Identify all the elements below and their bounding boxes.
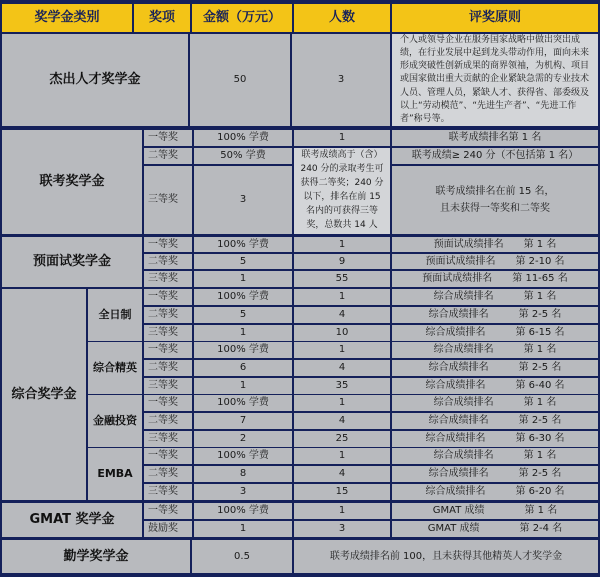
comprehensive-criteria: 综合成绩排名 第 2-5 名 (392, 413, 598, 429)
joint-exam-level: 一等奖 (144, 130, 192, 146)
comprehensive-criteria: 综合成绩排名 第 1 名 (392, 395, 598, 411)
diligence-criteria: 联考成绩排名前 100，且未获得其他精英人才奖学金 (294, 540, 598, 573)
pretest-category: 预面试奖学金 (2, 237, 142, 287)
comprehensive-subgroup: 综合精英 (88, 342, 142, 394)
comprehensive-category: 综合奖学金 (2, 289, 86, 500)
joint-exam-criteria: 联考成绩≥ 240 分（不包括第 1 名） (392, 148, 598, 164)
comprehensive-level: 二等奖 (144, 466, 192, 482)
comprehensive-count: 4 (294, 307, 390, 323)
joint-exam-level: 三等奖 (144, 166, 192, 234)
comprehensive-level: 三等奖 (144, 325, 192, 341)
outstanding-category: 杰出人才奖学金 (2, 34, 188, 126)
outstanding-criteria: 个人或领导企业在服务国家战略中做出突出成绩，在行业发展中起到龙头带动作用，面向未来形成突破性创新成果的商界领袖，为机构、项目或国家做出重大贡献的企业紧缺急需的专业技术人员、管理人员，紧缺人才、获得省、部委级及以上“劳动模范”、“先进生产者”、“先进工作者”称号等。 (392, 34, 598, 126)
pretest-criteria: 预面试成绩排名 第 11-65 名 (392, 271, 598, 287)
comprehensive-amount: 100% 学费 (194, 448, 292, 464)
gmat-criteria: GMAT 成绩 第 1 名 (392, 503, 598, 519)
comprehensive-count: 1 (294, 395, 390, 411)
comprehensive-subgroup: EMBA (88, 448, 142, 500)
joint-exam-criteria: 联考成绩排名第 1 名 (392, 130, 598, 146)
pretest-amount: 1 (194, 271, 292, 287)
comprehensive-amount: 5 (194, 307, 292, 323)
comprehensive-amount: 7 (194, 413, 292, 429)
comprehensive-count: 25 (294, 431, 390, 447)
comprehensive-criteria: 综合成绩排名 第 1 名 (392, 342, 598, 358)
comprehensive-count: 1 (294, 342, 390, 358)
comprehensive-amount: 2 (194, 431, 292, 447)
comprehensive-level: 一等奖 (144, 448, 192, 464)
comprehensive-level: 三等奖 (144, 484, 192, 500)
diligence-amount: 0.5 (192, 540, 292, 573)
pretest-level: 三等奖 (144, 271, 192, 287)
comprehensive-level: 三等奖 (144, 431, 192, 447)
comprehensive-amount: 100% 学费 (194, 342, 292, 358)
comprehensive-criteria: 综合成绩排名 第 6-40 名 (392, 378, 598, 394)
comprehensive-level: 二等奖 (144, 307, 192, 323)
comprehensive-criteria: 综合成绩排名 第 2-5 名 (392, 360, 598, 376)
pretest-count: 9 (294, 254, 390, 269)
comprehensive-count: 1 (294, 448, 390, 464)
gmat-count: 3 (294, 521, 390, 537)
comprehensive-amount: 3 (194, 484, 292, 500)
diligence-category: 勤学奖学金 (2, 540, 190, 573)
comprehensive-amount: 6 (194, 360, 292, 376)
joint-exam-amount: 100% 学费 (194, 130, 292, 146)
comprehensive-subgroup: 金融投资 (88, 395, 142, 447)
pretest-count: 55 (294, 271, 390, 287)
header-amount: 金额（万元） (192, 4, 292, 32)
comprehensive-amount: 100% 学费 (194, 395, 292, 411)
pretest-amount: 5 (194, 254, 292, 269)
header-award: 奖项 (134, 4, 190, 32)
comprehensive-level: 二等奖 (144, 413, 192, 429)
joint-exam-level: 二等奖 (144, 148, 192, 164)
joint-exam-note: 联考成绩高于（含） 240 分的录取考生可 获得二等奖；240 分 以下，排名在前 15 名内的可获得三等 奖，总数共 14 人 (294, 148, 390, 234)
gmat-category: GMAT 奖学金 (2, 503, 142, 537)
comprehensive-amount: 100% 学费 (194, 289, 292, 305)
gmat-level: 鼓励奖 (144, 521, 192, 537)
pretest-amount: 100% 学费 (194, 237, 292, 252)
comprehensive-level: 一等奖 (144, 395, 192, 411)
gmat-amount: 1 (194, 521, 292, 537)
pretest-count: 1 (294, 237, 390, 252)
comprehensive-count: 4 (294, 360, 390, 376)
gmat-count: 1 (294, 503, 390, 519)
gmat-amount: 100% 学费 (194, 503, 292, 519)
joint-exam-amount: 50% 学费 (194, 148, 292, 164)
comprehensive-level: 一等奖 (144, 289, 192, 305)
comprehensive-criteria: 综合成绩排名 第 1 名 (392, 448, 598, 464)
header-category: 奖学金类别 (2, 4, 132, 32)
comprehensive-amount: 8 (194, 466, 292, 482)
joint-exam-amount: 3 (194, 166, 292, 234)
comprehensive-level: 二等奖 (144, 360, 192, 376)
comprehensive-criteria: 综合成绩排名 第 6-20 名 (392, 484, 598, 500)
joint-exam-category: 联考奖学金 (2, 130, 142, 234)
pretest-criteria: 预面试成绩排名 第 2-10 名 (392, 254, 598, 269)
comprehensive-level: 三等奖 (144, 378, 192, 394)
pretest-level: 二等奖 (144, 254, 192, 269)
gmat-level: 一等奖 (144, 503, 192, 519)
comprehensive-amount: 1 (194, 325, 292, 341)
comprehensive-criteria: 综合成绩排名 第 6-15 名 (392, 325, 598, 341)
gmat-criteria: GMAT 成绩 第 2-4 名 (392, 521, 598, 537)
comprehensive-count: 35 (294, 378, 390, 394)
comprehensive-criteria: 综合成绩排名 第 2-5 名 (392, 466, 598, 482)
comprehensive-level: 一等奖 (144, 342, 192, 358)
comprehensive-count: 4 (294, 466, 390, 482)
comprehensive-count: 15 (294, 484, 390, 500)
pretest-criteria: 预面试成绩排名 第 1 名 (392, 237, 598, 252)
comprehensive-criteria: 综合成绩排名 第 6-30 名 (392, 431, 598, 447)
comprehensive-count: 10 (294, 325, 390, 341)
outstanding-amount: 50 (190, 34, 290, 126)
comprehensive-criteria: 综合成绩排名 第 2-5 名 (392, 307, 598, 323)
header-count: 人数 (294, 4, 390, 32)
pretest-level: 一等奖 (144, 237, 192, 252)
joint-exam-count: 1 (294, 130, 390, 146)
comprehensive-subgroup: 全日制 (88, 289, 142, 341)
comprehensive-count: 1 (294, 289, 390, 305)
outstanding-count: 3 (292, 34, 390, 126)
comprehensive-amount: 1 (194, 378, 292, 394)
header-criteria: 评奖原则 (392, 4, 598, 32)
comprehensive-criteria: 综合成绩排名 第 1 名 (392, 289, 598, 305)
comprehensive-count: 4 (294, 413, 390, 429)
joint-exam-criteria: 联考成绩排名在前 15 名， 且未获得一等奖和二等奖 (392, 166, 598, 234)
